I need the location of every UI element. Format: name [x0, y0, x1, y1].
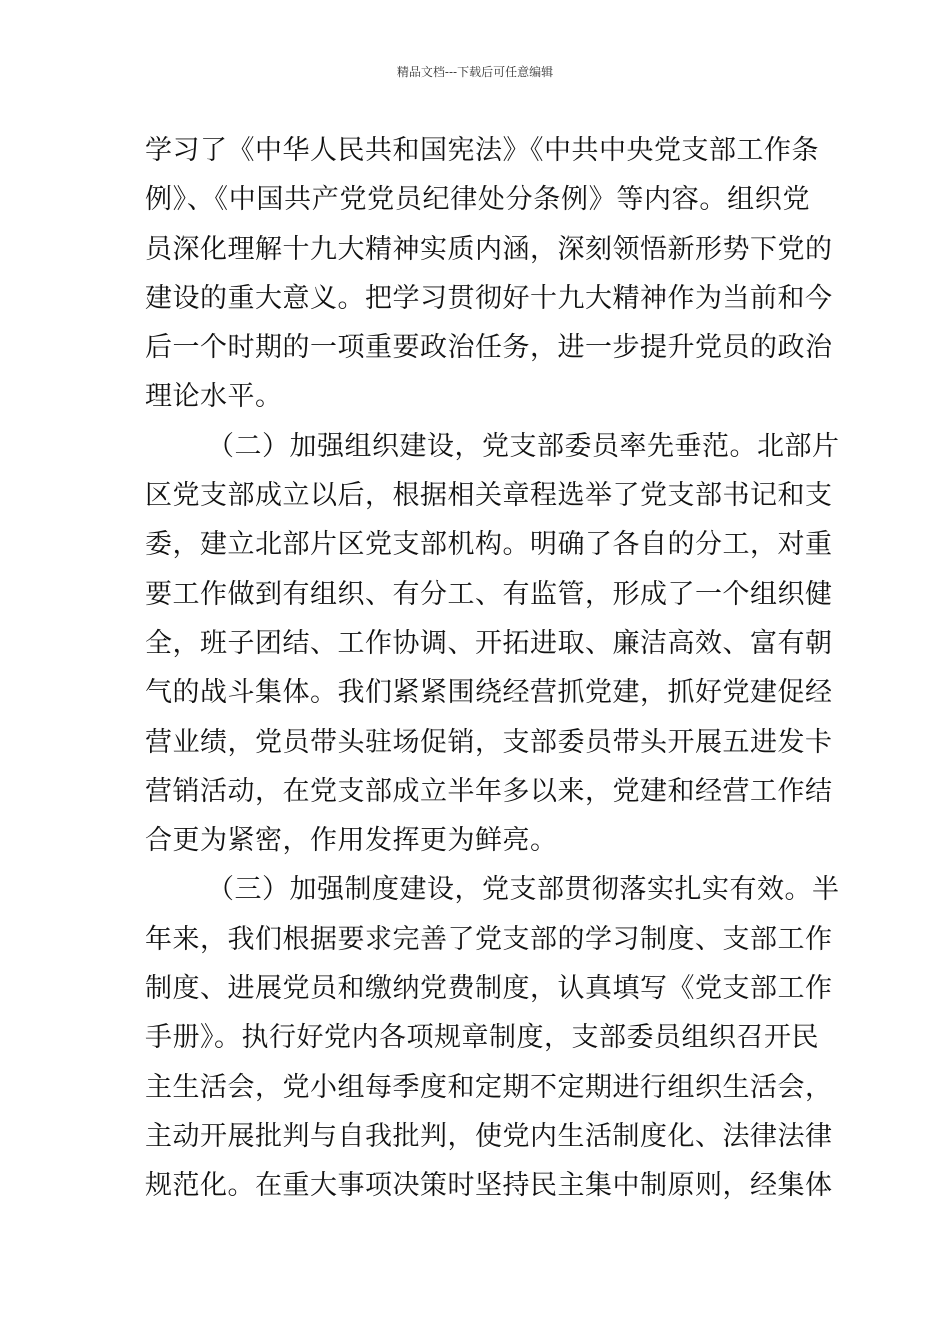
- page-header: 精品文档---下载后可任意编辑: [396, 65, 554, 79]
- paragraph-3-line: 主动开展批判与自我批判，使党内生活制度化、法律法律: [145, 1120, 833, 1152]
- paragraph-1-line: 理论水平。: [145, 381, 283, 413]
- paragraph-2-line: 气的战斗集体。我们紧紧围绕经营抓党建，抓好党建促经: [145, 677, 833, 709]
- paragraph-3-line: 规范化。在重大事项决策时坚持民主集中制原则，经集体: [145, 1170, 833, 1202]
- document-body: [145, 126, 840, 1211]
- paragraph-2-line: 委，建立北部片区党支部机构。明确了各自的分工，对重: [145, 529, 833, 561]
- paragraph-2-line: 全，班子团结、工作协调、开拓进取、廉洁高效、富有朝: [145, 627, 833, 659]
- paragraph-2-line: （二）加强组织建设，党支部委员率先垂范。北部片: [207, 430, 840, 462]
- paragraph-1-line: 员深化理解十九大精神实质内涵，深刻领悟新形势下党的: [145, 233, 833, 265]
- paragraph-1-line: 建设的重大意义。把学习贯彻好十九大精神作为当前和今: [145, 282, 833, 314]
- paragraph-3-line: 制度、进展党员和缴纳党费制度，认真填写《党支部工作: [145, 973, 833, 1005]
- paragraph-3-line: 主生活会，党小组每季度和定期不定期进行组织生活会，: [145, 1071, 833, 1103]
- paragraph-2-line: 要工作做到有组织、有分工、有监管，形成了一个组织健: [145, 578, 833, 610]
- paragraph-1-line: 例》、《中国共产党党员纪律处分条例》等内容。组织党: [145, 184, 810, 216]
- paragraph-2-line: 营销活动，在党支部成立半年多以来，党建和经营工作结: [145, 775, 833, 807]
- paragraph-3-line: （三）加强制度建设，党支部贯彻落实扎实有效。半: [207, 874, 840, 906]
- paragraph-2-line: 营业绩，党员带头驻场促销，支部委员带头开展五进发卡: [145, 726, 833, 758]
- paragraph-3-line: 手册》。执行好党内各项规章制度，支部委员组织召开民: [145, 1022, 819, 1054]
- paragraph-3-line: 年来，我们根据要求完善了党支部的学习制度、支部工作: [145, 923, 833, 955]
- paragraph-1-line: 学习了《中华人民共和国宪法》《中共中央党支部工作条: [145, 135, 819, 166]
- paragraph-2-line: 区党支部成立以后，根据相关章程选举了党支部书记和支: [145, 480, 833, 512]
- paragraph-1-line: 后一个时期的一项重要政治任务，进一步提升党员的政治: [145, 332, 833, 364]
- paragraph-2-line: 合更为紧密，作用发挥更为鲜亮。: [145, 825, 558, 857]
